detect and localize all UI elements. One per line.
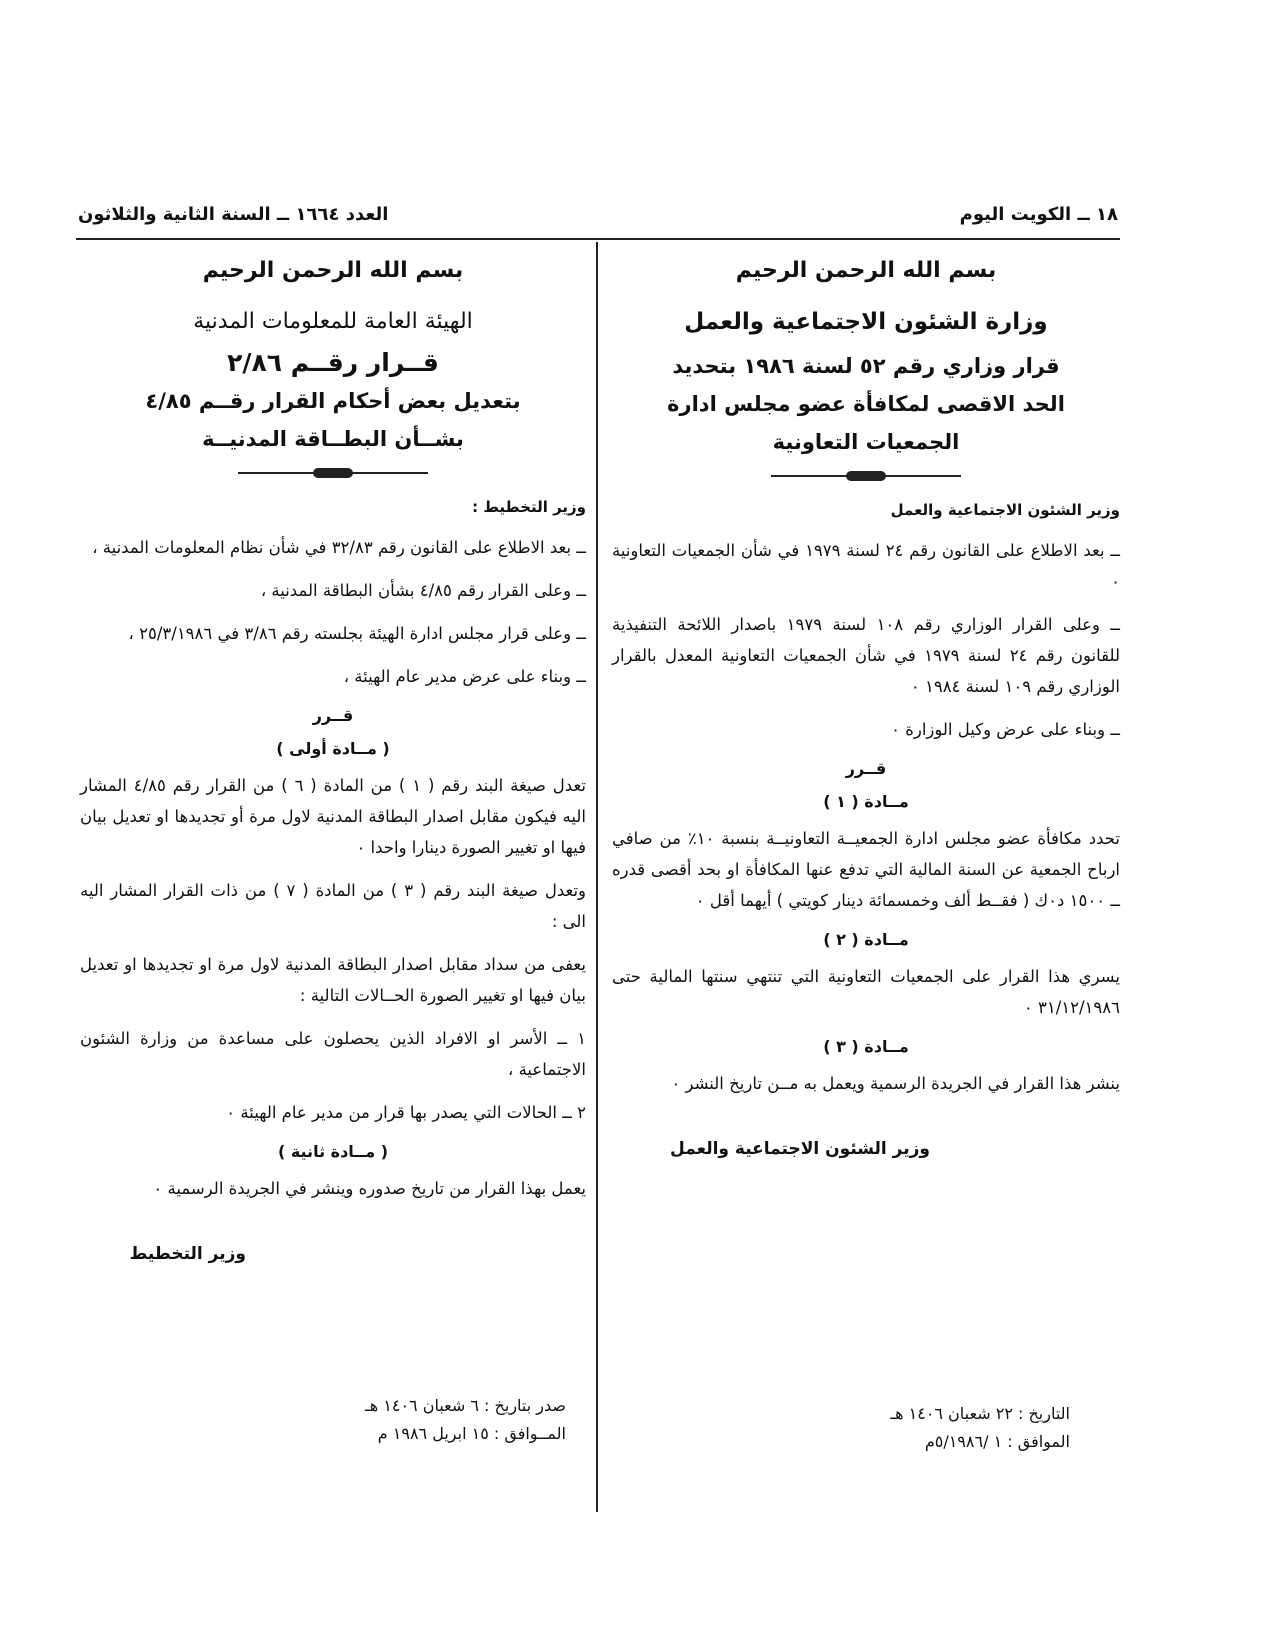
basmala: بسم الله الرحمن الرحيم <box>735 258 997 283</box>
article-text: يعفى من سداد مقابل اصدار البطاقة المدنية لاول مرة او تجديدها او تعديل بيان فيها او تغيير الصورة الحــالات التالية : <box>80 955 586 1005</box>
article-heading: ( مــادة ثانية ) <box>277 1142 389 1161</box>
preamble-clause: ــ وعلى قرار مجلس ادارة الهيئة بجلسته رقم ٣/٨٦ في ٢٥/٣/١٩٨٦ ، <box>128 624 586 643</box>
preamble-clause: ــ وبناء على عرض وكيل الوزارة ٠ <box>891 720 1120 739</box>
article-text: ينشر هذا القرار في الجريدة الرسمية ويعمل به مــن تاريخ النشر ٠ <box>671 1074 1120 1093</box>
column-divider <box>596 242 598 1512</box>
preamble-clause: ــ بعد الاطلاع على القانون رقم ٣٢/٨٣ في شأن نظام المعلومات المدنية ، <box>92 538 586 557</box>
article-text: ١ ــ الأسر او الافراد الذين يحصلون على مساعدة من وزارة الشئون الاجتماعية ، <box>80 1029 586 1079</box>
right-date-block <box>800 1400 1070 1456</box>
article-text: يعمل بهذا القرار من تاريخ صدوره وينشر في الجريدة الرسمية ٠ <box>153 1179 586 1198</box>
authority-name: الهيئة العامة للمعلومات المدنية <box>193 309 473 334</box>
page-title: ١٨ ــ الكويت اليوم <box>959 203 1118 225</box>
date-line: التاريخ : ٢٢ شعبان ١٤٠٦ هـ <box>890 1404 1070 1423</box>
addressee: وزير التخطيط : <box>472 498 586 516</box>
article-text: وتعدل صيغة البند رقم ( ٣ ) من المادة ( ٧ ) من ذات القرار المشار اليه الى : <box>80 881 587 931</box>
left-column-decision-2-86 <box>80 258 586 1264</box>
article-heading: مــادة ( ٣ ) <box>823 1037 909 1056</box>
date-line: الموافق : ١ /٥/١٩٨٦م <box>924 1432 1070 1451</box>
right-column-decision-52 <box>612 258 1120 1159</box>
decision-title-line: الحد الاقصى لمكافأة عضو مجلس ادارة <box>667 392 1065 416</box>
decision-title-line: قرار وزاري رقم ٥٢ لسنة ١٩٨٦ بتحديد <box>672 354 1060 378</box>
preamble-clause: ــ وعلى القرار رقم ٤/٨٥ بشأن البطاقة المدنية ، <box>260 581 586 600</box>
decides-heading: قــرر <box>312 706 354 725</box>
minister-signature: وزير التخطيط <box>129 1244 246 1264</box>
left-date-block <box>290 1392 566 1448</box>
article-text: ٢ ــ الحالات التي يصدر بها قرار من مدير عام الهيئة ٠ <box>226 1103 586 1122</box>
ministry-name: وزارة الشئون الاجتماعية والعمل <box>684 309 1048 335</box>
article-text: تحدد مكافأة عضو مجلس ادارة الجمعيــة التعاونيــة بنسبة ١٠٪ من صافي ارباح الجمعية عن السنة المالية التي تدفع عنها المكافأة او بحد أقصى قدره ــ ١٥٠٠ د٠ك ( فقــط ألف وخمسمائة دينار كويتي ) أيهما أقل ٠ <box>612 829 1120 910</box>
article-heading: ( مــادة أولى ) <box>276 739 390 758</box>
minister-signature: وزير الشئون الاجتماعية والعمل <box>670 1139 930 1159</box>
date-line: المــوافق : ١٥ ابريل ١٩٨٦ م <box>377 1424 566 1443</box>
preamble-clause: ــ وعلى القرار الوزاري رقم ١٠٨ لسنة ١٩٧٩ باصدار اللائحة التنفيذية للقانون رقم ٢٤ لسنة ١٩٧٩ في شأن الجمعيات التعاونية المعدل بالقرار الوزاري رقم ١٠٩ لسنة ١٩٨٤ ٠ <box>612 615 1121 696</box>
decision-title-line: بتعديل بعض أحكام القرار رقــم ٤/٨٥ <box>145 389 521 413</box>
page-header <box>78 196 1118 232</box>
ornament-divider <box>771 471 961 481</box>
addressee: وزير الشئون الاجتماعية والعمل <box>890 501 1120 519</box>
decision-title-line: الجمعيات التعاونية <box>772 430 960 454</box>
preamble-clause: ــ بعد الاطلاع على القانون رقم ٢٤ لسنة ١٩٧٩ في شأن الجمعيات التعاونية ٠ <box>612 541 1121 591</box>
issue-info: العدد ١٦٦٤ ــ السنة الثانية والثلاثون <box>78 203 389 225</box>
header-rule <box>76 238 1120 240</box>
article-text: تعدل صيغة البند رقم ( ١ ) من المادة ( ٦ ) من القرار رقم ٤/٨٥ المشار اليه فيكون مقابل اصدار البطاقة المدنية لاول مرة أو تجديدها او تعديل بيان فيها او تغيير الصورة دينارا واحدا ٠ <box>80 776 586 857</box>
decision-title-line: قــرار رقــم ٢/٨٦ <box>227 348 439 377</box>
decision-title-line: بشــأن البطــاقة المدنيــة <box>202 427 464 451</box>
article-heading: مــادة ( ٢ ) <box>823 930 909 949</box>
basmala: بسم الله الرحمن الرحيم <box>202 258 464 283</box>
decides-heading: قــرر <box>845 759 887 778</box>
ornament-divider <box>238 468 428 478</box>
article-text: يسري هذا القرار على الجمعيات التعاونية التي تنتهي سنتها المالية حتى ٣١/١٢/١٩٨٦ ٠ <box>612 967 1120 1017</box>
date-line: صدر بتاريخ : ٦ شعبان ١٤٠٦ هـ <box>365 1396 566 1415</box>
article-heading: مــادة ( ١ ) <box>823 792 909 811</box>
preamble-clause: ــ وبناء على عرض مدير عام الهيئة ، <box>343 667 586 686</box>
